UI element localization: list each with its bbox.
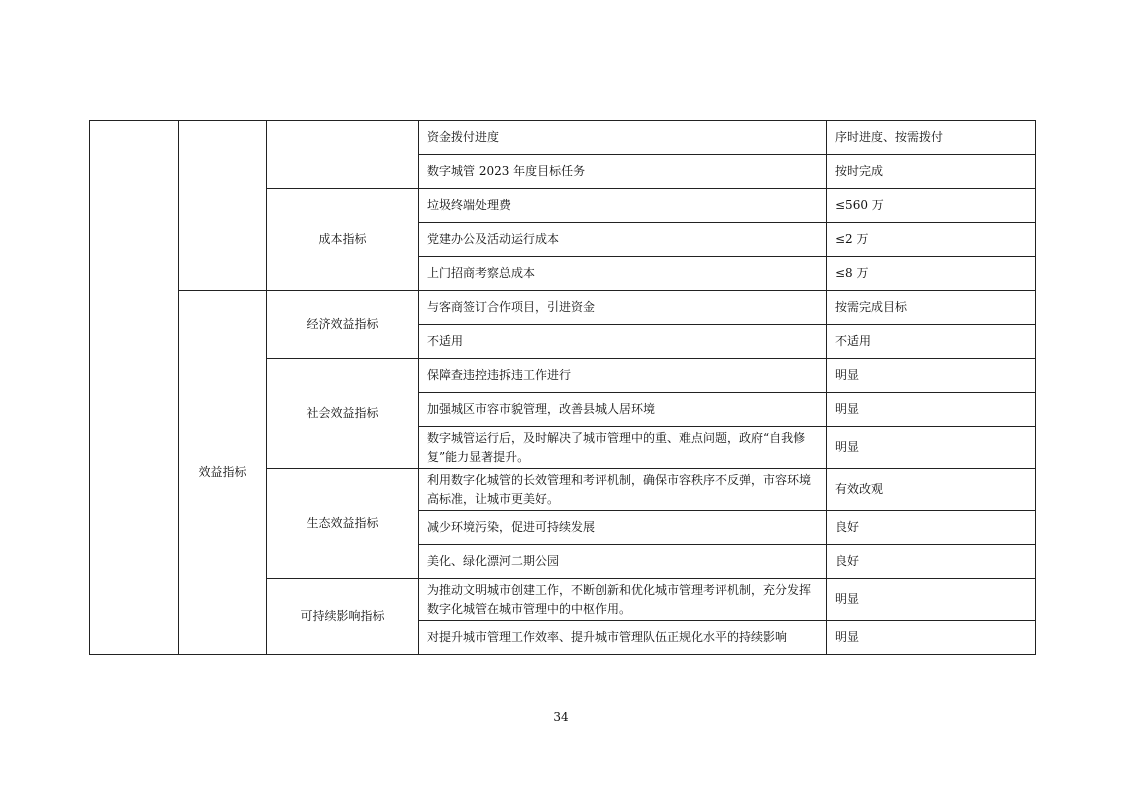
indicator-value: 按需完成目标: [827, 291, 1036, 325]
indicator-value: ≤2 万: [827, 223, 1036, 257]
indicator-value: 明显: [827, 579, 1036, 621]
indicator-value: 明显: [827, 621, 1036, 655]
indicator-item: 对提升城市管理工作效率、提升城市管理队伍正规化水平的持续影响: [419, 621, 827, 655]
indicator-value: 明显: [827, 427, 1036, 469]
indicator-item: 数字城管运行后，及时解决了城市管理中的重、难点问题，政府“自我修复”能力显著提升。: [419, 427, 827, 469]
indicator-item: 美化、绿化漂河二期公园: [419, 545, 827, 579]
category-ecological: 生态效益指标: [267, 469, 419, 579]
indicator-item: 党建办公及活动运行成本: [419, 223, 827, 257]
category-social: 社会效益指标: [267, 359, 419, 469]
indicator-value: 明显: [827, 359, 1036, 393]
indicator-item: 垃圾终端处理费: [419, 189, 827, 223]
indicator-item: 加强城区市容市貌管理，改善县城人居环境: [419, 393, 827, 427]
level2-cell: [179, 121, 267, 291]
indicator-item: 利用数字化城管的长效管理和考评机制，确保市容秩序不反弹，市容环境高标准，让城市更美好。: [419, 469, 827, 511]
indicator-value: 良好: [827, 511, 1036, 545]
indicator-value: 序时进度、按需拨付: [827, 121, 1036, 155]
indicator-item: 保障查违控违拆违工作进行: [419, 359, 827, 393]
indicator-item: 资金拨付进度: [419, 121, 827, 155]
indicator-table: [89, 120, 1036, 655]
indicator-item: 与客商签订合作项目，引进资金: [419, 291, 827, 325]
category-benefit: 效益指标: [179, 291, 267, 655]
category-cost: 成本指标: [267, 189, 419, 291]
indicator-item: 数字城管 2023 年度目标任务: [419, 155, 827, 189]
indicator-value: 有效改观: [827, 469, 1036, 511]
indicator-value: ≤560 万: [827, 189, 1036, 223]
indicator-value: ≤8 万: [827, 257, 1036, 291]
page-number: 34: [553, 710, 569, 724]
table-row: [90, 291, 1036, 325]
indicator-value: 良好: [827, 545, 1036, 579]
level3-cell: [267, 121, 419, 189]
category-economic: 经济效益指标: [267, 291, 419, 359]
indicator-value: 不适用: [827, 325, 1036, 359]
indicator-item: 为推动文明城市创建工作，不断创新和优化城市管理考评机制，充分发挥数字化城管在城市管理中的中枢作用。: [419, 579, 827, 621]
table-row: [90, 121, 1036, 155]
indicator-item: 上门招商考察总成本: [419, 257, 827, 291]
indicator-item: 减少环境污染，促进可持续发展: [419, 511, 827, 545]
indicator-value: 明显: [827, 393, 1036, 427]
indicator-item: 不适用: [419, 325, 827, 359]
category-sustainable: 可持续影响指标: [267, 579, 419, 655]
level1-cell: [90, 121, 179, 655]
indicator-value: 按时完成: [827, 155, 1036, 189]
